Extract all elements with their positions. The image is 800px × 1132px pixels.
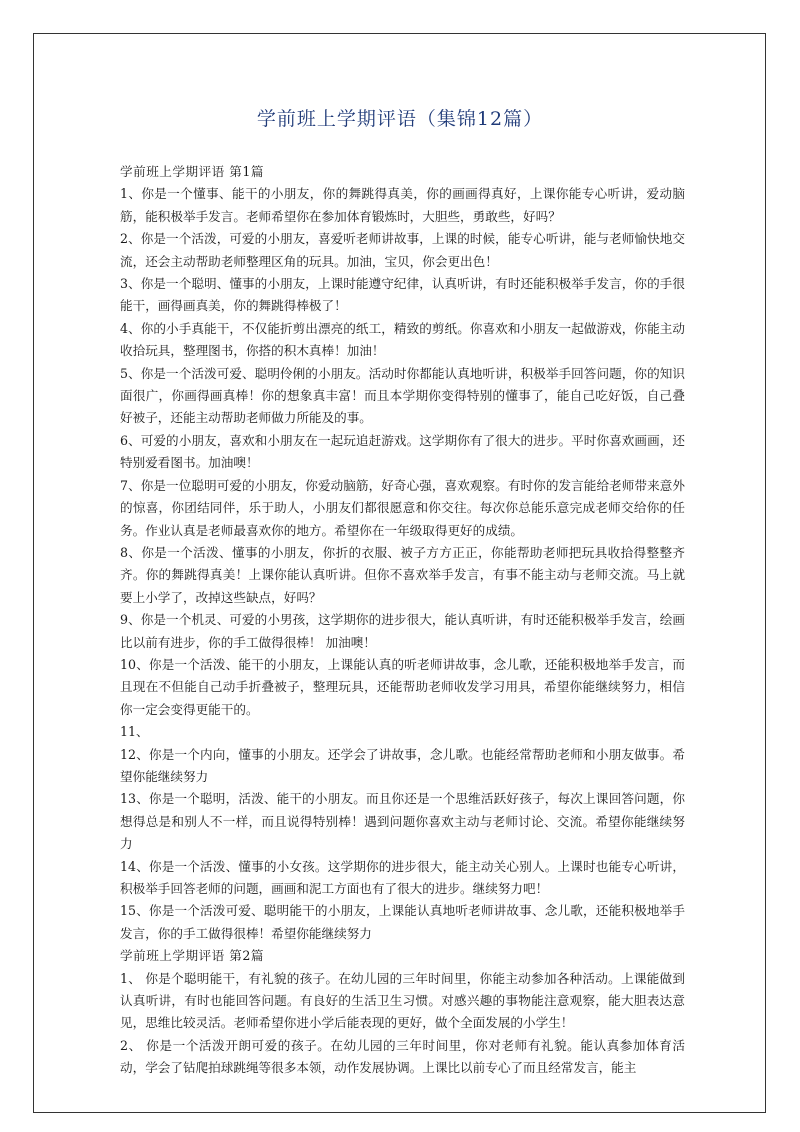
paragraph: 3、你是一个聪明、懂事的小朋友，上课时能遵守纪律，认真听讲，有时还能积极举手发言，你的手很能干，画得画真美，你的舞跳得棒极了！ (120, 276, 685, 314)
paragraph: 1、 你是个聪明能干，有礼貌的孩子。在幼儿园的三年时间里，你能主动参加各种活动。上课能做到认真听讲，有时也能回答问题。有良好的生活卫生习惯。对感兴趣的事物能注意观察，能大胆表达意见，思维比较灵活。老师希望你进小学后能表现的更好，做个全面发展的小学生！ (120, 970, 685, 1031)
document-body (120, 161, 685, 1080)
paragraph: 8、你是一个活泼、懂事的小朋友，你折的衣服、被子方方正正，你能帮助老师把玩具收拾得整整齐齐。你的舞跳得真美！上课你能认真听讲。但你不喜欢举手发言，有事不能主动与老师交流。马上就要上小学了，改掉这些缺点，好吗？ (120, 544, 685, 605)
paragraph: 1、你是一个懂事、能干的小朋友，你的舞跳得真美，你的画画得真好，上课你能专心听讲，爱动脑筋，能积极举手发言。老师希望你在参加体育锻炼时，大胆些，勇敢些，好吗？ (120, 186, 685, 224)
paragraph: 6、可爱的小朋友，喜欢和小朋友在一起玩追赶游戏。这学期你有了很大的进步。平时你喜欢画画，还特别爱看图书。加油噢！ (120, 432, 685, 471)
paragraph: 9、你是一个机灵、可爱的小男孩，这学期你的进步很大，能认真听讲，有时还能积极举手发言，绘画比以前有进步，你的手工做得很棒！ 加油噢！ (120, 612, 685, 650)
paragraph: 7、你是一位聪明可爱的小朋友，你爱动脑筋，好奇心强，喜欢观察。有时你的发言能给老师带来意外的惊喜，你团结同伴，乐于助人，小朋友们都很愿意和你交往。每次你总能乐意完成老师交给你的任务。作业认真是老师最喜欢你的地方。希望你在一年级取得更好的成绩。 (120, 477, 685, 538)
paragraph: 14、你是一个活泼、懂事的小女孩。这学期你的进步很大，能主动关心别人。上课时也能专心听讲，积极举手回答老师的问题，画画和泥工方面也有了很大的进步。继续努力吧！ (120, 858, 685, 896)
paragraph: 2、你是一个活泼，可爱的小朋友，喜爱听老师讲故事，上课的时候，能专心听讲，能与老师愉快地交流，还会主动帮助老师整理区角的玩具。加油，宝贝，你会更出色！ (120, 231, 685, 269)
section-heading-1: 学前班上学期评语 第1篇 (120, 164, 264, 179)
section-heading-2: 学前班上学期评语 第2篇 (120, 948, 264, 964)
paragraph: 5、你是一个活泼可爱、聪明伶俐的小朋友。活动时你都能认真地听讲，积极举手回答问题，你的知识面很广，你画得画真棒！你的想象真丰富！而且本学期你变得特别的懂事了，能自己吃好饭，自己叠好被子，还能主动帮助老师做力所能及的事。 (120, 365, 685, 426)
paragraph: 15、你是一个活泼可爱、聪明能干的小朋友，上课能认真地听老师讲故事、念儿歌，还能积极地举手发言，你的手工做得很棒！希望你能继续努力 (120, 903, 685, 941)
paragraph: 12、你是一个内向，懂事的小朋友。还学会了讲故事，念儿歌。也能经常帮助老师和小朋友做事。希望你能继续努力 (120, 746, 685, 784)
paragraph: 4、你的小手真能干，不仅能折剪出漂亮的纸工，精致的剪纸。你喜欢和小朋友一起做游戏，你能主动收拾玩具，整理图书，你搭的积木真棒！加油！ (120, 320, 685, 359)
paragraph: 13、你是一个聪明，活泼、能干的小朋友。而且你还是一个思维活跃好孩子，每次上课回答问题，你想得总是和别人不一样，而且说得特别棒！遇到问题你喜欢主动与老师讨论、交流。希望你能继续努力 (120, 791, 685, 852)
document-title: 学前班上学期评语（集锦12篇） (256, 108, 544, 130)
paragraph: 2、 你是一个活泼开朗可爱的孩子。在幼儿园的三年时间里，你对老师有礼貌。能认真参加体育活动，学会了钻爬拍球跳绳等很多本领，动作发展协调。上课比以前专心了而且经常发言，能主 (120, 1037, 685, 1076)
paragraph: 10、你是一个活泼、能干的小朋友，上课能认真的听老师讲故事，念儿歌，还能积极地举手发言，而且现在不但能自己动手折叠被子，整理玩具，还能帮助老师收发学习用具，希望你能继续努力，相信你一定会变得更能干的。 (120, 656, 685, 717)
paragraph: 11、 (120, 724, 149, 740)
